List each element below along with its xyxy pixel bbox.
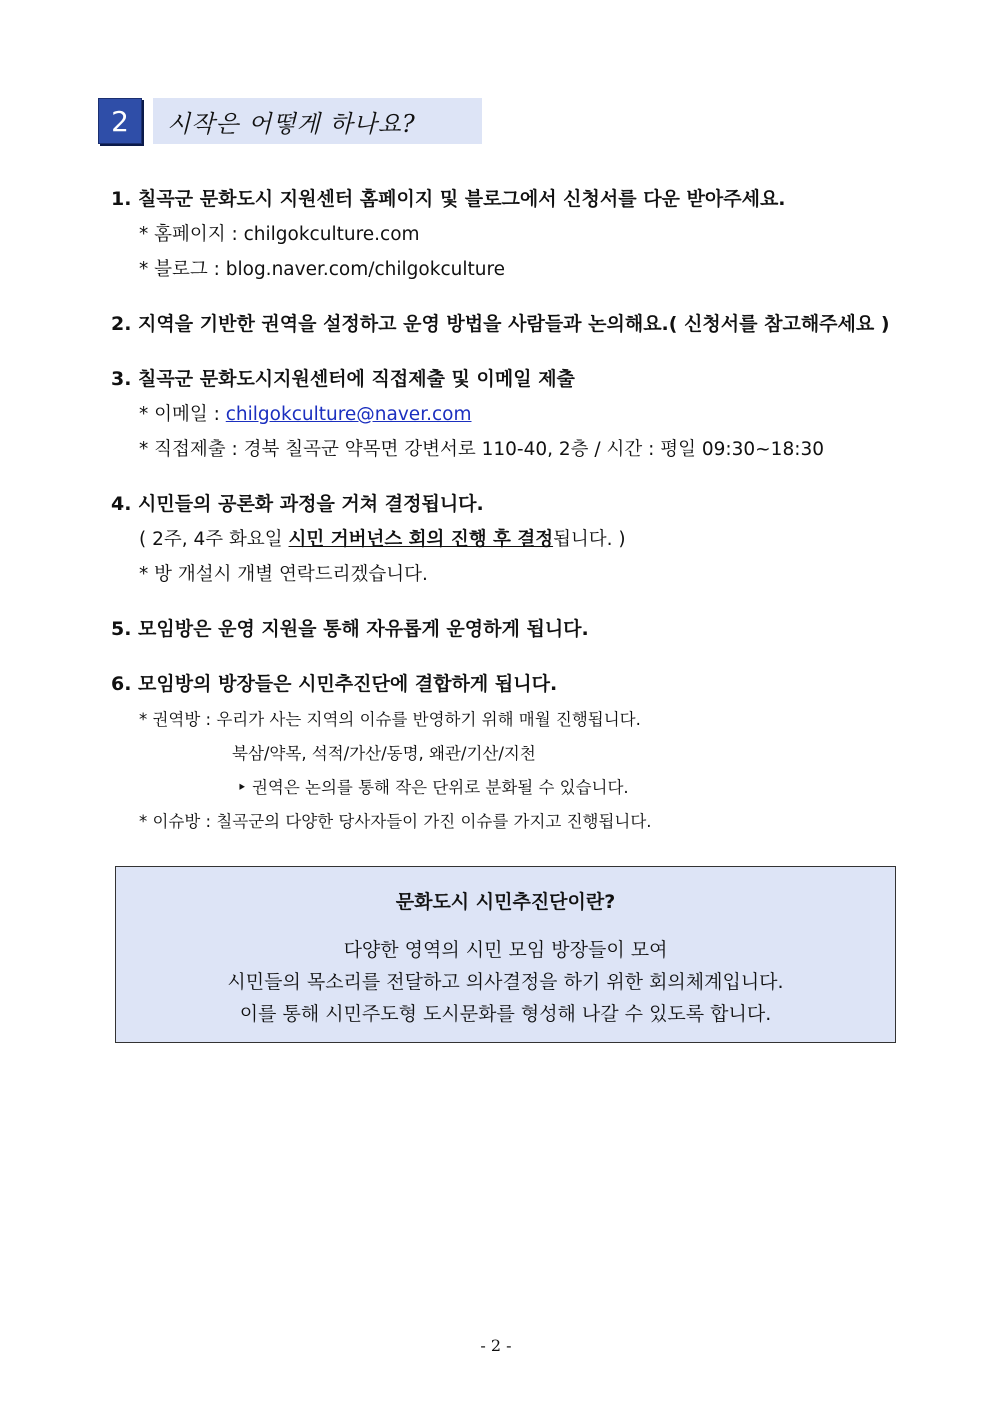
info-box-line-3: 이를 통해 시민주도형 도시문화를 형성해 나갈 수 있도록 합니다. [239,1003,772,1025]
item-4-heading: 4. 시민들의 공론화 과정을 거쳐 결정됩니다. [111,493,484,515]
item-1-blog: * 블로그 : blog.naver.com/chilgokculture [139,259,506,280]
page-number: - 2 - [480,1336,512,1355]
section-title: 시작은 어떻게 하나요? [153,98,482,144]
item-5-heading: 5. 모임방은 운영 지원을 통해 자유롭게 운영하게 됩니다. [111,618,589,640]
item-4-note-emphasis: 시민 거버넌스 회의 진행 후 결정 [288,529,554,550]
item-1-homepage: * 홈페이지 : chilgokculture.com [139,224,420,245]
info-box-line-2: 시민들의 목소리를 전달하고 의사결정을 하기 위한 회의체계입니다. [227,971,784,993]
info-box-line-1: 다양한 영역의 시민 모임 방장들이 모여 [343,939,668,961]
section-header [98,98,482,144]
info-box-title: 문화도시 시민추진단이란? [395,891,616,913]
region-list: 북삼/약목, 석적/가산/동명, 왜관/기산/지천 [232,744,536,763]
item-3-email-line [139,400,472,426]
section-number-badge: 2 [98,98,142,144]
item-4-note [139,525,626,551]
issue-room-desc: * 이슈방 : 칠곡군의 다양한 당사자들이 가진 이슈를 가지고 진행됩니다. [139,812,652,831]
email-link[interactable]: chilgokculture@naver.com [225,404,472,425]
region-note: ‣ 권역은 논의를 통해 작은 단위로 분화될 수 있습니다. [237,778,629,797]
item-1-heading: 1. 칠곡군 문화도시 지원센터 홈페이지 및 블로그에서 신청서를 다운 받아주세요. [111,188,786,210]
item-4-sub: * 방 개설시 개별 연락드리겠습니다. [139,564,428,585]
item-3-heading: 3. 칠곡군 문화도시지원센터에 직접제출 및 이메일 제출 [111,368,575,390]
item-4-note-suffix: 됩니다. ) [553,529,626,550]
item-3-direct-submit: * 직접제출 : 경북 칠곡군 약목면 강변서로 110-40, 2층 / 시간 : 평일 09:30~18:30 [139,439,824,460]
email-label: * 이메일 : [139,404,226,425]
item-4-note-prefix: ( 2주, 4주 화요일 [139,529,289,550]
item-6-heading: 6. 모임방의 방장들은 시민추진단에 결합하게 됩니다. [111,673,558,695]
region-room-desc: * 권역방 : 우리가 사는 지역의 이슈를 반영하기 위해 매월 진행됩니다. [139,710,641,729]
item-2-heading: 2. 지역을 기반한 권역을 설정하고 운영 방법을 사람들과 논의해요.( 신청서를 참고해주세요 ) [111,313,890,335]
info-box [115,866,896,1043]
